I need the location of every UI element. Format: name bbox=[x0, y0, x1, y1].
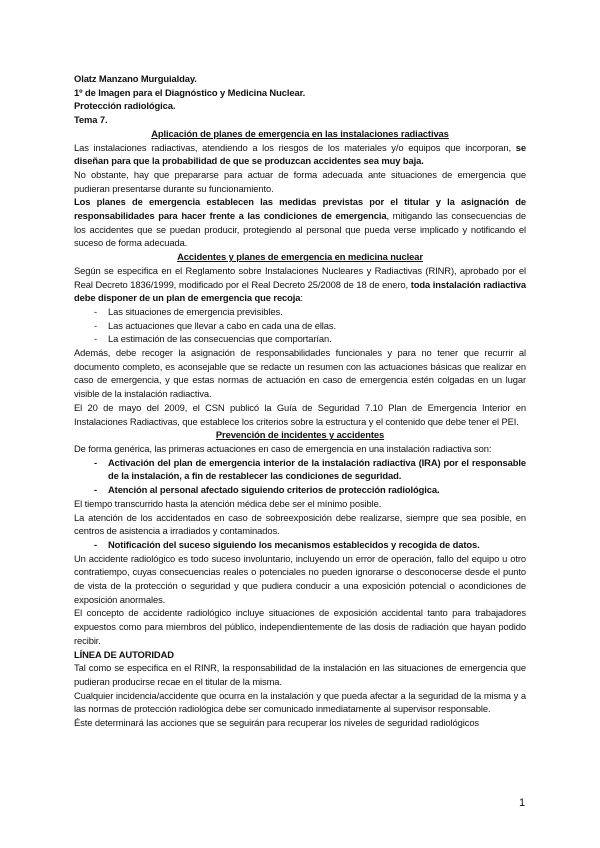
paragraph-bold-text: se diseñan para que la probabilidad de que se produzcan accidentes sea muy baja. bbox=[74, 141, 526, 167]
paragraph: La atención de los accidentados en caso de sobreexposición debe realizarse, siempre que sea posible, en centros de asistencia a irradiados y contaminados. bbox=[74, 511, 526, 537]
list-item: - Las actuaciones que llevar a cabo en cada una de ellas. bbox=[74, 319, 526, 333]
paragraph-text: Las instalaciones radiactivas, atendiendo a los riesgos de los materiales y/o equipos que incorporan, bbox=[74, 141, 516, 153]
paragraph: El tiempo transcurrido hasta la atención médica debe ser el mínimo posible. bbox=[74, 497, 382, 509]
paragraph: De forma genérica, las primeras actuaciones en caso de emergencia en una instalación radiactiva son: bbox=[74, 442, 492, 454]
section-heading-nuclear-medicine: Accidentes y planes de emergencia en medicina nuclear bbox=[177, 251, 423, 263]
paragraph-text: , mitigando las consecuencias de los accidentes que se puedan producir, protegiendo al personal que pueda verse implicado y notificando el suceso de forma adecuada. bbox=[74, 210, 526, 249]
list-item: - La estimación de las consecuencias que comportarían. bbox=[74, 332, 526, 346]
dash-list bbox=[74, 305, 526, 346]
paragraph-bold-text: Los planes de emergencia establecen las medidas previstas por el titular y la asignación de responsabilidades para hacer frente a las condiciones de emergencia bbox=[74, 196, 526, 222]
section-heading-emergency-plans: Aplicación de planes de emergencia en las instalaciones radiactivas bbox=[151, 127, 449, 139]
course-line: 1º de Imagen para el Diagnóstico y Medicina Nuclear. bbox=[74, 86, 306, 98]
page-number: 1 bbox=[519, 797, 526, 809]
paragraph bbox=[74, 264, 526, 305]
list-item: - Notificación del suceso siguiendo los mecanismos establecidos y recogida de datos. bbox=[74, 538, 526, 552]
paragraph-text: : bbox=[300, 292, 303, 304]
document-body bbox=[74, 72, 526, 730]
subject-line: Protección radiológica. bbox=[74, 100, 176, 112]
paragraph-text: Según se especifica en el Reglamento sobre Instalaciones Nucleares y Radiactivas (RINR), aprobado por el Real Decreto 1836/1999, modificado por el Real Decreto 25/2008 de 18 de enero, bbox=[74, 264, 526, 290]
paragraph: Además, debe recoger la asignación de responsabilidades funcionales y para no tener que recurrir al documento completo, es aconsejable que se redacte un resumen con las actuaciones básicas que realizar en caso de emergencia, y que estas normas de actuación en caso de emergencia estén colgadas en un lugar visible de la instalación radiactiva. bbox=[74, 347, 526, 400]
dash-list bbox=[74, 538, 526, 552]
paragraph: Éste determinará las acciones que se seguirán para recuperar los niveles de seguridad radiológicos bbox=[74, 717, 480, 729]
paragraph: El 20 de mayo del 2009, el CSN publicó la Guía de Seguridad 7.10 Plan de Emergencia Interior en Instalaciones Radiactivas, que establece los criterios sobre la estructura y el contenido que debe tener el PEI. bbox=[74, 401, 526, 427]
dash-list bbox=[74, 456, 526, 497]
paragraph: El concepto de accidente radiológico incluye situaciones de exposición accidental tanto para trabajadores expuestos como para miembros del público, independientemente de las dosis de radiación que hayan podido recibir. bbox=[74, 607, 526, 646]
paragraph: Cualquier incidencia/accidente que ocurra en la instalación y que pueda afectar a la seguridad de la misma y a las normas de protección radiológica debe ser comunicado inmediatamente al supervisor responsable. bbox=[74, 689, 526, 715]
paragraph: Un accidente radiológico es todo suceso involuntario, incluyendo un error de operación, fallo del equipo u otro contratiempo, cuyas consecuencias reales o potenciales no pueden ignorarse o desconocerse desde el punto de vista de la protección o seguridad y que pudiera conducir a una exposición potencial o acondiciones de exposición anormales. bbox=[74, 552, 526, 605]
list-item: - Activación del plan de emergencia interior de la instalación radiactiva (IRA) por el responsable de la instalación, a fin de restablecer las condiciones de seguridad. bbox=[74, 456, 526, 483]
list-item: - Las situaciones de emergencia previsibles. bbox=[74, 305, 526, 319]
section-heading-prevention: Prevención de incidentes y accidentes bbox=[215, 429, 385, 441]
author-name: Olatz Manzano Murguialday. bbox=[74, 73, 197, 84]
paragraph: Tal como se especifica en el RINR, la responsabilidad de la instalación en las situaciones de emergencia que pudieran producirse recae en el titular de la misma. bbox=[74, 662, 526, 687]
paragraph bbox=[74, 141, 526, 168]
paragraph bbox=[74, 195, 526, 250]
paragraph-bold-text: toda instalación radiactiva debe disponer de un plan de emergencia que recoja bbox=[74, 278, 526, 304]
list-item: - Atención al personal afectado siguiendo criterios de protección radiológica. bbox=[74, 483, 526, 497]
topic-line: Tema 7. bbox=[74, 114, 108, 126]
paragraph: No obstante, hay que prepararse para actuar de forma adecuada ante situaciones de emergencia que pudieran presentarse durante su funcionamiento. bbox=[74, 168, 526, 194]
section-heading-authority-line: LÍNEA DE AUTORIDAD bbox=[74, 648, 174, 660]
